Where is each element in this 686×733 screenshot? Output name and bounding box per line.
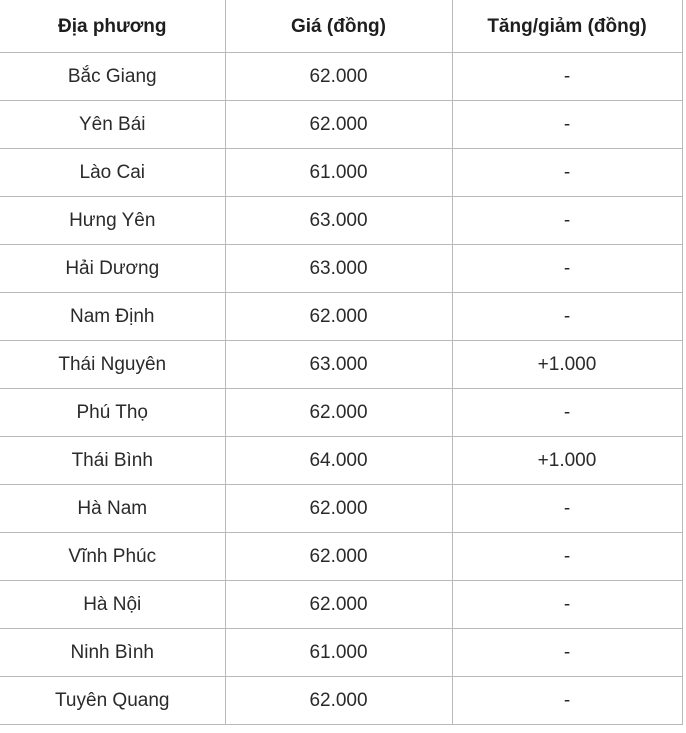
cell-change: - bbox=[452, 293, 682, 341]
cell-price: 62.000 bbox=[225, 581, 452, 629]
cell-price: 61.000 bbox=[225, 149, 452, 197]
cell-region: Thái Nguyên bbox=[0, 341, 225, 389]
cell-price: 62.000 bbox=[225, 485, 452, 533]
cell-region: Hà Nam bbox=[0, 485, 225, 533]
table-row bbox=[0, 245, 682, 293]
cell-price: 62.000 bbox=[225, 53, 452, 101]
cell-region: Lào Cai bbox=[0, 149, 225, 197]
cell-region: Ninh Bình bbox=[0, 629, 225, 677]
header-price: Giá (đồng) bbox=[225, 0, 452, 53]
cell-change: - bbox=[452, 533, 682, 581]
cell-change: - bbox=[452, 197, 682, 245]
cell-change: - bbox=[452, 485, 682, 533]
table-row bbox=[0, 581, 682, 629]
table-row bbox=[0, 341, 682, 389]
cell-region: Hải Dương bbox=[0, 245, 225, 293]
cell-change: - bbox=[452, 149, 682, 197]
cell-change: - bbox=[452, 389, 682, 437]
header-row bbox=[0, 0, 682, 53]
table-row bbox=[0, 101, 682, 149]
cell-region: Hưng Yên bbox=[0, 197, 225, 245]
cell-region: Thái Bình bbox=[0, 437, 225, 485]
cell-price: 62.000 bbox=[225, 389, 452, 437]
cell-change: - bbox=[452, 629, 682, 677]
cell-price: 61.000 bbox=[225, 629, 452, 677]
cell-region: Tuyên Quang bbox=[0, 677, 225, 725]
cell-change: - bbox=[452, 581, 682, 629]
cell-change: - bbox=[452, 53, 682, 101]
cell-region: Hà Nội bbox=[0, 581, 225, 629]
table-row bbox=[0, 293, 682, 341]
header-change: Tăng/giảm (đồng) bbox=[452, 0, 682, 53]
cell-price: 62.000 bbox=[225, 101, 452, 149]
table-row bbox=[0, 437, 682, 485]
table-row bbox=[0, 197, 682, 245]
cell-price: 62.000 bbox=[225, 293, 452, 341]
cell-region: Vĩnh Phúc bbox=[0, 533, 225, 581]
table-row bbox=[0, 485, 682, 533]
cell-change: +1.000 bbox=[452, 341, 682, 389]
table-body bbox=[0, 53, 682, 725]
cell-change: +1.000 bbox=[452, 437, 682, 485]
cell-price: 63.000 bbox=[225, 341, 452, 389]
cell-region: Bắc Giang bbox=[0, 53, 225, 101]
cell-region: Nam Định bbox=[0, 293, 225, 341]
cell-price: 62.000 bbox=[225, 533, 452, 581]
table-row bbox=[0, 533, 682, 581]
table-row bbox=[0, 629, 682, 677]
table-row bbox=[0, 677, 682, 725]
cell-region: Yên Bái bbox=[0, 101, 225, 149]
cell-price: 62.000 bbox=[225, 677, 452, 725]
table-row bbox=[0, 149, 682, 197]
header-region: Địa phương bbox=[0, 0, 225, 53]
cell-region: Phú Thọ bbox=[0, 389, 225, 437]
cell-price: 64.000 bbox=[225, 437, 452, 485]
cell-change: - bbox=[452, 101, 682, 149]
cell-change: - bbox=[452, 245, 682, 293]
cell-change: - bbox=[452, 677, 682, 725]
cell-price: 63.000 bbox=[225, 197, 452, 245]
table-row bbox=[0, 389, 682, 437]
table-header bbox=[0, 0, 682, 53]
cell-price: 63.000 bbox=[225, 245, 452, 293]
table-row bbox=[0, 53, 682, 101]
